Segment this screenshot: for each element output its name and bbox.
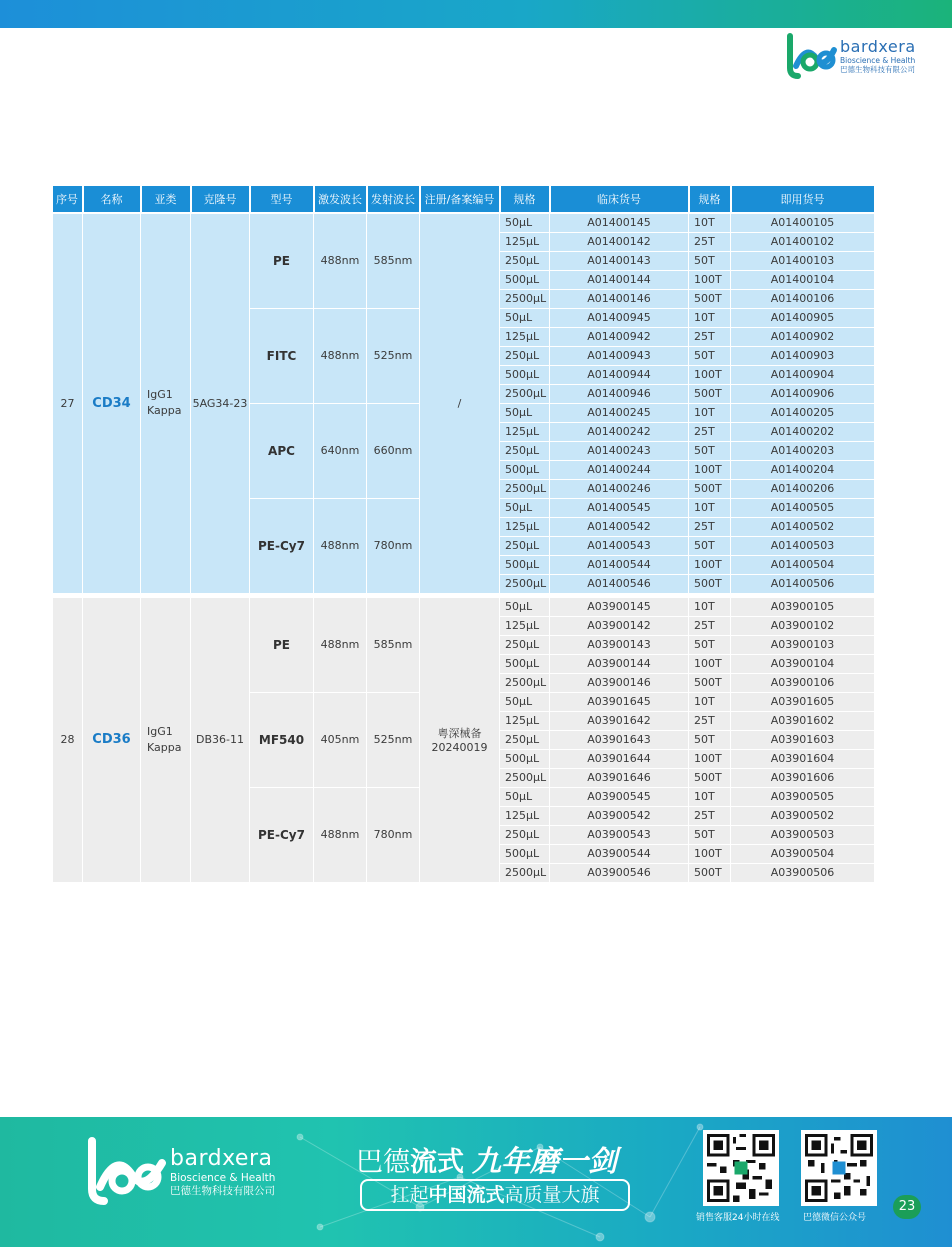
brand-company: 巴德生物科技有限公司: [170, 1185, 275, 1197]
excitation-cell: 488nm: [314, 597, 367, 692]
fluorochrome-type-cell: PE: [250, 213, 314, 308]
excitation-cell: 488nm: [314, 498, 367, 593]
ready-sku-cell: A01400503: [731, 536, 875, 555]
clinical-spec-cell: 50μL: [500, 213, 550, 232]
clinical-sku-cell: A03900143: [550, 635, 689, 654]
ready-spec-cell: 25T: [689, 616, 731, 635]
emission-cell: 585nm: [367, 597, 420, 692]
clinical-sku-cell: A03900145: [550, 597, 689, 616]
clinical-spec-cell: 250μL: [500, 346, 550, 365]
clinical-spec-cell: 2500μL: [500, 768, 550, 787]
clinical-spec-cell: 2500μL: [500, 289, 550, 308]
clinical-spec-cell: 125μL: [500, 422, 550, 441]
ready-spec-cell: 500T: [689, 384, 731, 403]
ready-sku-cell: A01400504: [731, 555, 875, 574]
ready-sku-cell: A01400102: [731, 232, 875, 251]
ready-sku-cell: A03900502: [731, 806, 875, 825]
ready-spec-cell: 100T: [689, 844, 731, 863]
column-header: 激发波长: [314, 186, 367, 213]
ready-sku-cell: A03901603: [731, 730, 875, 749]
ready-sku-cell: A03900103: [731, 635, 875, 654]
ready-spec-cell: 50T: [689, 635, 731, 654]
clinical-spec-cell: 250μL: [500, 635, 550, 654]
ready-spec-cell: 100T: [689, 365, 731, 384]
clinical-sku-cell: A03900543: [550, 825, 689, 844]
ready-sku-cell: A01400904: [731, 365, 875, 384]
clinical-spec-cell: 500μL: [500, 749, 550, 768]
clinical-spec-cell: 125μL: [500, 806, 550, 825]
ready-spec-cell: 25T: [689, 711, 731, 730]
brand-name: bardxera: [840, 37, 916, 56]
product-group-cd36: [53, 593, 875, 882]
slogan-line2-a: 扛起: [390, 1184, 429, 1206]
clinical-spec-cell: 500μL: [500, 555, 550, 574]
clinical-sku-cell: A01400545: [550, 498, 689, 517]
clinical-sku-cell: A01400145: [550, 213, 689, 232]
column-header: 序号: [53, 186, 83, 213]
ready-sku-cell: A01400103: [731, 251, 875, 270]
ready-sku-cell: A03901605: [731, 692, 875, 711]
fluorochrome-type-cell: FITC: [250, 308, 314, 403]
qr-caption-sales: 销售客服24小时在线: [696, 1213, 780, 1223]
clinical-sku-cell: A01400242: [550, 422, 689, 441]
column-header: 规格: [689, 186, 731, 213]
column-header: 注册/备案编号: [420, 186, 500, 213]
emission-cell: 585nm: [367, 213, 420, 308]
slogan-line-1: [356, 1139, 617, 1180]
clinical-sku-cell: A03900542: [550, 806, 689, 825]
clinical-sku-cell: A01400244: [550, 460, 689, 479]
ready-sku-cell: A03900505: [731, 787, 875, 806]
registration-text: 粤深械备: [437, 727, 482, 740]
ready-sku-cell: A01400903: [731, 346, 875, 365]
ready-sku-cell: A01400205: [731, 403, 875, 422]
clinical-sku-cell: A01400143: [550, 251, 689, 270]
table-row: [53, 597, 875, 616]
clinical-sku-cell: A01400543: [550, 536, 689, 555]
ready-sku-cell: A01400906: [731, 384, 875, 403]
ready-spec-cell: 10T: [689, 403, 731, 422]
clinical-sku-cell: A03900142: [550, 616, 689, 635]
slogan-line2-b: 中国流式: [428, 1184, 505, 1206]
ready-spec-cell: 25T: [689, 327, 731, 346]
clinical-sku-cell: A03901644: [550, 749, 689, 768]
clinical-sku-cell: A01400245: [550, 403, 689, 422]
ready-spec-cell: 100T: [689, 460, 731, 479]
ready-spec-cell: 50T: [689, 346, 731, 365]
clinical-spec-cell: 250μL: [500, 825, 550, 844]
ready-spec-cell: 500T: [689, 863, 731, 882]
ready-spec-cell: 10T: [689, 308, 731, 327]
index-cell: 27: [53, 213, 83, 593]
ready-sku-cell: A03900102: [731, 616, 875, 635]
ready-sku-cell: A03901606: [731, 768, 875, 787]
column-header: 克隆号: [191, 186, 250, 213]
clinical-spec-cell: 500μL: [500, 270, 550, 289]
emission-cell: 780nm: [367, 787, 420, 882]
clinical-sku-cell: A03900546: [550, 863, 689, 882]
ready-sku-cell: A01400506: [731, 574, 875, 593]
ready-sku-cell: A01400204: [731, 460, 875, 479]
excitation-cell: 488nm: [314, 213, 367, 308]
brand-tagline: Bioscience & Health: [170, 1172, 276, 1184]
ready-sku-cell: A01400104: [731, 270, 875, 289]
clinical-sku-cell: A01400246: [550, 479, 689, 498]
clinical-sku-cell: A01400943: [550, 346, 689, 365]
table-row: [53, 213, 875, 232]
clinical-spec-cell: 125μL: [500, 711, 550, 730]
ready-sku-cell: A01400902: [731, 327, 875, 346]
qr-code-icon: [707, 1134, 775, 1202]
qr-caption-wechat: 巴德微信公众号: [803, 1213, 867, 1223]
ready-spec-cell: 500T: [689, 574, 731, 593]
fluorochrome-type-cell: APC: [250, 403, 314, 498]
ready-sku-cell: A01400202: [731, 422, 875, 441]
column-header: 规格: [500, 186, 550, 213]
excitation-cell: 488nm: [314, 787, 367, 882]
column-header: 临床货号: [550, 186, 689, 213]
clinical-spec-cell: 500μL: [500, 844, 550, 863]
column-header: 即用货号: [731, 186, 875, 213]
ready-spec-cell: 100T: [689, 654, 731, 673]
product-name-cell: CD36: [83, 597, 141, 882]
emission-cell: 780nm: [367, 498, 420, 593]
ready-sku-cell: A01400502: [731, 517, 875, 536]
clone-cell: DB36-11: [191, 597, 250, 882]
clinical-sku-cell: A03901642: [550, 711, 689, 730]
emission-cell: 660nm: [367, 403, 420, 498]
clinical-spec-cell: 500μL: [500, 460, 550, 479]
product-table: [52, 186, 876, 883]
column-header: 亚类: [141, 186, 191, 213]
ready-sku-cell: A03901604: [731, 749, 875, 768]
slogan-line2-c: 高质量大旗: [504, 1184, 600, 1206]
ready-sku-cell: A03900106: [731, 673, 875, 692]
clinical-sku-cell: A03901646: [550, 768, 689, 787]
ready-spec-cell: 10T: [689, 498, 731, 517]
excitation-cell: 640nm: [314, 403, 367, 498]
slogan-script: 九年磨一剑: [472, 1144, 618, 1178]
registration-cell: /: [420, 213, 500, 593]
clinical-spec-cell: 500μL: [500, 654, 550, 673]
clinical-spec-cell: 500μL: [500, 365, 550, 384]
ready-spec-cell: 100T: [689, 555, 731, 574]
ready-spec-cell: 10T: [689, 213, 731, 232]
subclass-text: Kappa: [147, 740, 182, 754]
registration-cell: [420, 597, 500, 882]
brand-logo-bottom: [82, 1137, 275, 1207]
subclass-cell: [141, 213, 191, 593]
brand-name: bardxera: [170, 1146, 273, 1171]
top-gradient-bar: [0, 0, 952, 28]
ready-spec-cell: 50T: [689, 536, 731, 555]
table-header-row: [53, 186, 875, 213]
clinical-spec-cell: 125μL: [500, 517, 550, 536]
clinical-spec-cell: 125μL: [500, 327, 550, 346]
ready-spec-cell: 500T: [689, 289, 731, 308]
ready-spec-cell: 50T: [689, 825, 731, 844]
clinical-sku-cell: A01400546: [550, 574, 689, 593]
ready-spec-cell: 100T: [689, 749, 731, 768]
clinical-sku-cell: A03901645: [550, 692, 689, 711]
ready-sku-cell: A03900105: [731, 597, 875, 616]
clinical-sku-cell: A01400942: [550, 327, 689, 346]
fluorochrome-type-cell: PE-Cy7: [250, 498, 314, 593]
product-name-cell: CD34: [83, 213, 141, 593]
clinical-spec-cell: 250μL: [500, 251, 550, 270]
clinical-sku-cell: A01400544: [550, 555, 689, 574]
clinical-spec-cell: 125μL: [500, 616, 550, 635]
clinical-spec-cell: 50μL: [500, 597, 550, 616]
ready-spec-cell: 25T: [689, 806, 731, 825]
clinical-spec-cell: 50μL: [500, 787, 550, 806]
emission-cell: 525nm: [367, 692, 420, 787]
ready-sku-cell: A01400206: [731, 479, 875, 498]
clinical-sku-cell: A01400542: [550, 517, 689, 536]
bardxera-logo-icon: [82, 1137, 170, 1207]
qr-code-icon: [805, 1134, 873, 1202]
emission-cell: 525nm: [367, 308, 420, 403]
ready-spec-cell: 50T: [689, 730, 731, 749]
subclass-text: IgG1: [147, 724, 173, 738]
ready-spec-cell: 10T: [689, 597, 731, 616]
subclass-text: IgG1: [147, 388, 173, 402]
excitation-cell: 405nm: [314, 692, 367, 787]
clinical-sku-cell: A03900544: [550, 844, 689, 863]
page-number-badge: 23: [893, 1195, 921, 1219]
column-header: 发射波长: [367, 186, 420, 213]
clinical-sku-cell: A01400944: [550, 365, 689, 384]
registration-text: 20240019: [431, 741, 488, 754]
ready-spec-cell: 500T: [689, 479, 731, 498]
ready-spec-cell: 50T: [689, 251, 731, 270]
column-header: 型号: [250, 186, 314, 213]
qr-code-wechat[interactable]: [801, 1130, 877, 1206]
clone-cell: 5AG34-23: [191, 213, 250, 593]
clinical-sku-cell: A01400243: [550, 441, 689, 460]
clinical-spec-cell: 250μL: [500, 536, 550, 555]
excitation-cell: 488nm: [314, 308, 367, 403]
clinical-spec-cell: 50μL: [500, 308, 550, 327]
ready-sku-cell: A03900104: [731, 654, 875, 673]
clinical-sku-cell: A01400144: [550, 270, 689, 289]
ready-spec-cell: 50T: [689, 441, 731, 460]
clinical-sku-cell: A03901643: [550, 730, 689, 749]
clinical-spec-cell: 2500μL: [500, 574, 550, 593]
clinical-sku-cell: A01400142: [550, 232, 689, 251]
clinical-spec-cell: 50μL: [500, 498, 550, 517]
ready-spec-cell: 500T: [689, 768, 731, 787]
clinical-spec-cell: 2500μL: [500, 384, 550, 403]
clinical-sku-cell: A01400945: [550, 308, 689, 327]
ready-sku-cell: A03900503: [731, 825, 875, 844]
column-header: 名称: [83, 186, 141, 213]
bardxera-logo-icon: [784, 32, 840, 80]
ready-sku-cell: A01400105: [731, 213, 875, 232]
clinical-spec-cell: 50μL: [500, 403, 550, 422]
ready-spec-cell: 100T: [689, 270, 731, 289]
slogan-part-2: 流式: [410, 1147, 464, 1178]
clinical-sku-cell: A01400946: [550, 384, 689, 403]
fluorochrome-type-cell: PE: [250, 597, 314, 692]
ready-sku-cell: A03900504: [731, 844, 875, 863]
clinical-spec-cell: 250μL: [500, 730, 550, 749]
ready-sku-cell: A01400106: [731, 289, 875, 308]
ready-sku-cell: A01400905: [731, 308, 875, 327]
index-cell: 28: [53, 597, 83, 882]
clinical-sku-cell: A03900144: [550, 654, 689, 673]
ready-sku-cell: A03901602: [731, 711, 875, 730]
slogan-part-1: 巴德: [356, 1147, 410, 1178]
footer-banner: [0, 1117, 952, 1247]
brand-company: 巴德生物科技有限公司: [840, 65, 915, 74]
ready-spec-cell: 25T: [689, 232, 731, 251]
product-group-cd34: [53, 213, 875, 593]
subclass-text: Kappa: [147, 404, 182, 418]
clinical-spec-cell: 2500μL: [500, 673, 550, 692]
qr-code-sales[interactable]: [703, 1130, 779, 1206]
ready-sku-cell: A03900506: [731, 863, 875, 882]
clinical-spec-cell: 50μL: [500, 692, 550, 711]
fluorochrome-type-cell: PE-Cy7: [250, 787, 314, 882]
clinical-sku-cell: A03900146: [550, 673, 689, 692]
slogan-line-2: [360, 1179, 630, 1211]
clinical-spec-cell: 2500μL: [500, 479, 550, 498]
ready-spec-cell: 25T: [689, 422, 731, 441]
ready-spec-cell: 500T: [689, 673, 731, 692]
fluorochrome-type-cell: MF540: [250, 692, 314, 787]
ready-sku-cell: A01400203: [731, 441, 875, 460]
brand-logo-top: [784, 32, 916, 80]
clinical-spec-cell: 250μL: [500, 441, 550, 460]
ready-spec-cell: 10T: [689, 787, 731, 806]
brand-tagline: Bioscience & Health: [840, 56, 916, 65]
ready-spec-cell: 25T: [689, 517, 731, 536]
clinical-spec-cell: 2500μL: [500, 863, 550, 882]
clinical-sku-cell: A03900545: [550, 787, 689, 806]
ready-spec-cell: 10T: [689, 692, 731, 711]
ready-sku-cell: A01400505: [731, 498, 875, 517]
clinical-sku-cell: A01400146: [550, 289, 689, 308]
clinical-spec-cell: 125μL: [500, 232, 550, 251]
subclass-cell: [141, 597, 191, 882]
